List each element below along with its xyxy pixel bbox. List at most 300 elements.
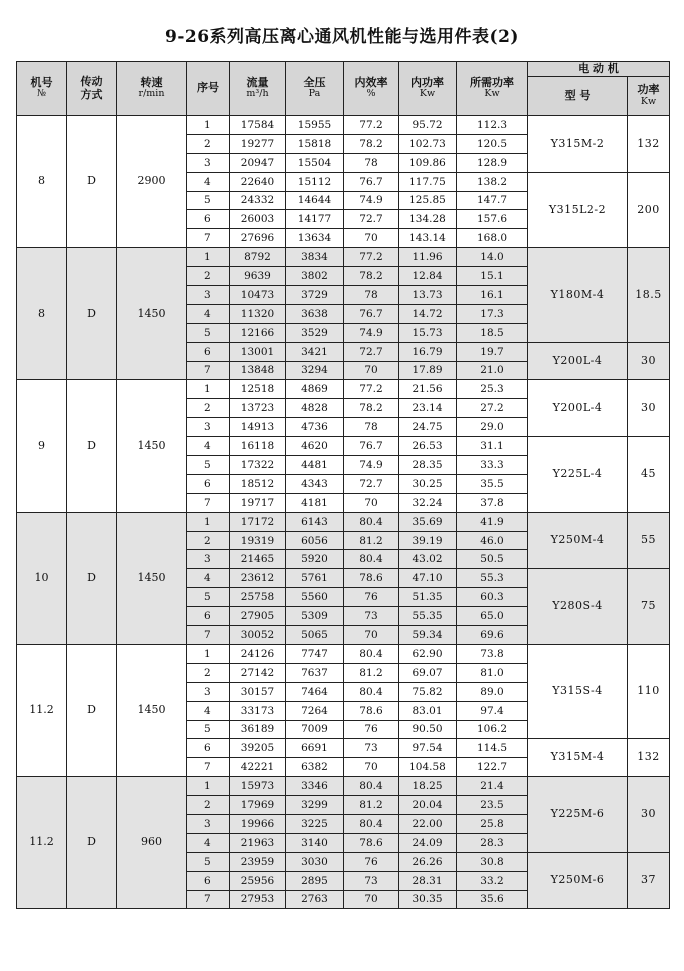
efficiency-cell: 80.4 [344,512,399,531]
pressure-cell: 3834 [286,248,344,267]
required-power-cell: 37.8 [457,493,528,512]
internal-power-cell: 22.00 [399,814,457,833]
flow-cell: 15973 [230,777,286,796]
efficiency-cell: 76.7 [344,304,399,323]
required-power-cell: 25.8 [457,814,528,833]
internal-power-cell: 28.35 [399,456,457,475]
required-power-cell: 27.2 [457,399,528,418]
pressure-cell: 2895 [286,871,344,890]
pressure-cell: 7747 [286,644,344,663]
required-power-cell: 33.3 [457,456,528,475]
pressure-cell: 4343 [286,474,344,493]
pressure-cell: 13634 [286,229,344,248]
flow-cell: 24332 [230,191,286,210]
seq-cell: 1 [187,380,230,399]
pressure-cell: 15818 [286,134,344,153]
required-power-cell: 69.6 [457,626,528,645]
seq-cell: 7 [187,493,230,512]
seq-cell: 4 [187,701,230,720]
pressure-cell: 6691 [286,739,344,758]
internal-power-cell: 14.72 [399,304,457,323]
pressure-cell: 3140 [286,833,344,852]
internal-power-cell: 102.73 [399,134,457,153]
flow-cell: 22640 [230,172,286,191]
efficiency-cell: 80.4 [344,777,399,796]
flow-cell: 12518 [230,380,286,399]
pressure-cell: 6382 [286,758,344,777]
flow-cell: 25758 [230,588,286,607]
flow-cell: 17172 [230,512,286,531]
seq-cell: 1 [187,777,230,796]
pressure-cell: 7264 [286,701,344,720]
header-model: 机号 № [17,62,67,116]
fan-group [17,777,670,909]
efficiency-cell: 77.2 [344,248,399,267]
header-efficiency: 内效率 % [344,62,399,116]
drive-cell: D [67,777,117,909]
pressure-cell: 3225 [286,814,344,833]
required-power-cell: 21.0 [457,361,528,380]
required-power-cell: 81.0 [457,663,528,682]
seq-cell: 7 [187,890,230,909]
seq-cell: 2 [187,796,230,815]
motor-type-cell: Y315M-2 [528,116,628,173]
required-power-cell: 15.1 [457,267,528,286]
required-power-cell: 35.5 [457,474,528,493]
pressure-cell: 4828 [286,399,344,418]
seq-cell: 7 [187,229,230,248]
required-power-cell: 65.0 [457,607,528,626]
flow-cell: 9639 [230,267,286,286]
efficiency-cell: 72.7 [344,210,399,229]
efficiency-cell: 78.2 [344,399,399,418]
motor-type-cell: Y315L2-2 [528,172,628,248]
efficiency-cell: 80.4 [344,644,399,663]
seq-cell: 5 [187,323,230,342]
motor-type-cell: Y315S-4 [528,644,628,738]
required-power-cell: 41.9 [457,512,528,531]
efficiency-cell: 70 [344,493,399,512]
motor-power-cell: 200 [628,172,670,248]
drive-cell: D [67,116,117,248]
efficiency-cell: 74.9 [344,191,399,210]
seq-cell: 6 [187,342,230,361]
internal-power-cell: 97.54 [399,739,457,758]
fan-performance-table [16,61,670,909]
efficiency-cell: 77.2 [344,116,399,135]
required-power-cell: 106.2 [457,720,528,739]
required-power-cell: 19.7 [457,342,528,361]
header-motor-group: 电 动 机 [528,62,670,77]
header-seq: 序号 [187,62,230,116]
required-power-cell: 112.3 [457,116,528,135]
internal-power-cell: 43.02 [399,550,457,569]
required-power-cell: 120.5 [457,134,528,153]
internal-power-cell: 26.26 [399,852,457,871]
table-row [17,248,670,267]
efficiency-cell: 76 [344,588,399,607]
flow-cell: 18512 [230,474,286,493]
flow-cell: 19717 [230,493,286,512]
pressure-cell: 4736 [286,418,344,437]
pressure-cell: 3802 [286,267,344,286]
internal-power-cell: 59.34 [399,626,457,645]
efficiency-cell: 76.7 [344,172,399,191]
required-power-cell: 60.3 [457,588,528,607]
table-row [17,512,670,531]
flow-cell: 12166 [230,323,286,342]
efficiency-cell: 70 [344,229,399,248]
motor-type-cell: Y250M-6 [528,852,628,909]
internal-power-cell: 104.58 [399,758,457,777]
pressure-cell: 5920 [286,550,344,569]
seq-cell: 3 [187,814,230,833]
speed-cell: 2900 [117,116,187,248]
efficiency-cell: 70 [344,890,399,909]
pressure-cell: 7637 [286,663,344,682]
required-power-cell: 46.0 [457,531,528,550]
drive-cell: D [67,512,117,644]
efficiency-cell: 72.7 [344,342,399,361]
speed-cell: 1450 [117,512,187,644]
required-power-cell: 114.5 [457,739,528,758]
efficiency-cell: 74.9 [344,456,399,475]
internal-power-cell: 69.07 [399,663,457,682]
flow-cell: 23612 [230,569,286,588]
document-title: 9-26系列高压离心通风机性能与选用件表(2) [165,27,519,47]
motor-type-cell: Y250M-4 [528,512,628,569]
model-cell: 11.2 [17,777,67,909]
seq-cell: 7 [187,626,230,645]
motor-power-cell: 45 [628,437,670,513]
motor-type-cell: Y200L-4 [528,380,628,437]
pressure-cell: 14644 [286,191,344,210]
seq-cell: 4 [187,437,230,456]
internal-power-cell: 24.09 [399,833,457,852]
efficiency-cell: 76 [344,720,399,739]
internal-power-cell: 62.90 [399,644,457,663]
efficiency-cell: 76.7 [344,437,399,456]
efficiency-cell: 72.7 [344,474,399,493]
required-power-cell: 97.4 [457,701,528,720]
efficiency-cell: 78 [344,286,399,305]
seq-cell: 3 [187,153,230,172]
flow-cell: 21963 [230,833,286,852]
header-flow: 流量 m³/h [230,62,286,116]
flow-cell: 24126 [230,644,286,663]
header-required-power: 所需功率 Kw [457,62,528,116]
internal-power-cell: 47.10 [399,569,457,588]
seq-cell: 6 [187,474,230,493]
motor-type-cell: Y180M-4 [528,248,628,342]
required-power-cell: 73.8 [457,644,528,663]
seq-cell: 5 [187,456,230,475]
seq-cell: 5 [187,588,230,607]
flow-cell: 19319 [230,531,286,550]
seq-cell: 3 [187,682,230,701]
required-power-cell: 168.0 [457,229,528,248]
internal-power-cell: 24.75 [399,418,457,437]
efficiency-cell: 80.4 [344,682,399,701]
pressure-cell: 3346 [286,777,344,796]
efficiency-cell: 73 [344,607,399,626]
required-power-cell: 138.2 [457,172,528,191]
flow-cell: 27696 [230,229,286,248]
pressure-cell: 5065 [286,626,344,645]
efficiency-cell: 78 [344,418,399,437]
seq-cell: 5 [187,720,230,739]
motor-power-cell: 18.5 [628,248,670,342]
internal-power-cell: 75.82 [399,682,457,701]
flow-cell: 10473 [230,286,286,305]
efficiency-cell: 78.6 [344,833,399,852]
seq-cell: 4 [187,304,230,323]
seq-cell: 1 [187,248,230,267]
flow-cell: 11320 [230,304,286,323]
flow-cell: 23959 [230,852,286,871]
flow-cell: 13723 [230,399,286,418]
motor-power-cell: 30 [628,342,670,380]
internal-power-cell: 18.25 [399,777,457,796]
required-power-cell: 50.5 [457,550,528,569]
internal-power-cell: 26.53 [399,437,457,456]
flow-cell: 19966 [230,814,286,833]
fan-group [17,512,670,644]
seq-cell: 4 [187,833,230,852]
motor-type-cell: Y200L-4 [528,342,628,380]
table-row [17,380,670,399]
motor-type-cell: Y280S-4 [528,569,628,645]
required-power-cell: 31.1 [457,437,528,456]
speed-cell: 1450 [117,248,187,380]
internal-power-cell: 21.56 [399,380,457,399]
flow-cell: 19277 [230,134,286,153]
internal-power-cell: 12.84 [399,267,457,286]
flow-cell: 13001 [230,342,286,361]
pressure-cell: 3030 [286,852,344,871]
seq-cell: 3 [187,286,230,305]
internal-power-cell: 17.89 [399,361,457,380]
motor-power-cell: 110 [628,644,670,738]
internal-power-cell: 11.96 [399,248,457,267]
flow-cell: 39205 [230,739,286,758]
flow-cell: 42221 [230,758,286,777]
flow-cell: 17969 [230,796,286,815]
efficiency-cell: 70 [344,361,399,380]
flow-cell: 17322 [230,456,286,475]
model-cell: 10 [17,512,67,644]
drive-cell: D [67,248,117,380]
internal-power-cell: 28.31 [399,871,457,890]
motor-type-cell: Y315M-4 [528,739,628,777]
pressure-cell: 5309 [286,607,344,626]
required-power-cell: 147.7 [457,191,528,210]
internal-power-cell: 55.35 [399,607,457,626]
fan-group [17,116,670,248]
pressure-cell: 3729 [286,286,344,305]
pressure-cell: 14177 [286,210,344,229]
flow-cell: 21465 [230,550,286,569]
seq-cell: 5 [187,852,230,871]
motor-power-cell: 132 [628,739,670,777]
flow-cell: 26003 [230,210,286,229]
table-header [17,62,670,116]
required-power-cell: 14.0 [457,248,528,267]
internal-power-cell: 90.50 [399,720,457,739]
required-power-cell: 35.6 [457,890,528,909]
motor-power-cell: 30 [628,380,670,437]
motor-power-cell: 132 [628,116,670,173]
header-motor-type: 型 号 [528,77,628,116]
flow-cell: 20947 [230,153,286,172]
internal-power-cell: 83.01 [399,701,457,720]
motor-power-cell: 37 [628,852,670,909]
seq-cell: 2 [187,531,230,550]
internal-power-cell: 32.24 [399,493,457,512]
model-cell: 11.2 [17,644,67,776]
required-power-cell: 30.8 [457,852,528,871]
pressure-cell: 2763 [286,890,344,909]
efficiency-cell: 70 [344,626,399,645]
internal-power-cell: 30.35 [399,890,457,909]
seq-cell: 2 [187,663,230,682]
pressure-cell: 15112 [286,172,344,191]
efficiency-cell: 80.4 [344,550,399,569]
seq-cell: 7 [187,361,230,380]
model-cell: 8 [17,116,67,248]
efficiency-cell: 76 [344,852,399,871]
pressure-cell: 4181 [286,493,344,512]
seq-cell: 4 [187,569,230,588]
seq-cell: 1 [187,644,230,663]
efficiency-cell: 81.2 [344,531,399,550]
seq-cell: 2 [187,399,230,418]
efficiency-cell: 74.9 [344,323,399,342]
pressure-cell: 5560 [286,588,344,607]
required-power-cell: 23.5 [457,796,528,815]
flow-cell: 27953 [230,890,286,909]
drive-cell: D [67,644,117,776]
flow-cell: 27142 [230,663,286,682]
efficiency-cell: 78.2 [344,267,399,286]
required-power-cell: 29.0 [457,418,528,437]
efficiency-cell: 70 [344,758,399,777]
seq-cell: 6 [187,871,230,890]
required-power-cell: 28.3 [457,833,528,852]
efficiency-cell: 73 [344,739,399,758]
model-cell: 9 [17,380,67,512]
seq-cell: 6 [187,210,230,229]
drive-cell: D [67,380,117,512]
header-pressure: 全压 Pa [286,62,344,116]
seq-cell: 1 [187,512,230,531]
flow-cell: 13848 [230,361,286,380]
flow-cell: 17584 [230,116,286,135]
internal-power-cell: 20.04 [399,796,457,815]
header-internal-power: 内功率 Kw [399,62,457,116]
efficiency-cell: 78.6 [344,701,399,720]
internal-power-cell: 13.73 [399,286,457,305]
internal-power-cell: 16.79 [399,342,457,361]
seq-cell: 4 [187,172,230,191]
table-row [17,777,670,796]
pressure-cell: 3294 [286,361,344,380]
model-cell: 8 [17,248,67,380]
required-power-cell: 128.9 [457,153,528,172]
internal-power-cell: 143.14 [399,229,457,248]
pressure-cell: 4620 [286,437,344,456]
speed-cell: 1450 [117,380,187,512]
required-power-cell: 17.3 [457,304,528,323]
table-row [17,116,670,135]
pressure-cell: 3638 [286,304,344,323]
header-speed: 转速 r/min [117,62,187,116]
pressure-cell: 4869 [286,380,344,399]
flow-cell: 8792 [230,248,286,267]
efficiency-cell: 80.4 [344,814,399,833]
pressure-cell: 6056 [286,531,344,550]
fan-group [17,380,670,512]
flow-cell: 36189 [230,720,286,739]
motor-power-cell: 75 [628,569,670,645]
seq-cell: 6 [187,739,230,758]
motor-type-cell: Y225M-6 [528,777,628,853]
pressure-cell: 7464 [286,682,344,701]
seq-cell: 3 [187,550,230,569]
required-power-cell: 25.3 [457,380,528,399]
seq-cell: 6 [187,607,230,626]
table-row [17,644,670,663]
internal-power-cell: 23.14 [399,399,457,418]
seq-cell: 1 [187,116,230,135]
efficiency-cell: 81.2 [344,663,399,682]
internal-power-cell: 117.75 [399,172,457,191]
pressure-cell: 5761 [286,569,344,588]
seq-cell: 2 [187,134,230,153]
required-power-cell: 33.2 [457,871,528,890]
efficiency-cell: 78.6 [344,569,399,588]
internal-power-cell: 30.25 [399,474,457,493]
efficiency-cell: 81.2 [344,796,399,815]
required-power-cell: 16.1 [457,286,528,305]
internal-power-cell: 15.73 [399,323,457,342]
internal-power-cell: 39.19 [399,531,457,550]
efficiency-cell: 73 [344,871,399,890]
required-power-cell: 89.0 [457,682,528,701]
required-power-cell: 157.6 [457,210,528,229]
required-power-cell: 18.5 [457,323,528,342]
flow-cell: 16118 [230,437,286,456]
fan-group [17,248,670,380]
efficiency-cell: 78.2 [344,134,399,153]
flow-cell: 30052 [230,626,286,645]
required-power-cell: 55.3 [457,569,528,588]
required-power-cell: 122.7 [457,758,528,777]
header-drive: 传动 方式 [67,62,117,116]
pressure-cell: 7009 [286,720,344,739]
efficiency-cell: 78 [344,153,399,172]
internal-power-cell: 109.86 [399,153,457,172]
internal-power-cell: 35.69 [399,512,457,531]
pressure-cell: 15504 [286,153,344,172]
internal-power-cell: 95.72 [399,116,457,135]
pressure-cell: 3421 [286,342,344,361]
seq-cell: 2 [187,267,230,286]
internal-power-cell: 125.85 [399,191,457,210]
internal-power-cell: 134.28 [399,210,457,229]
flow-cell: 27905 [230,607,286,626]
efficiency-cell: 77.2 [344,380,399,399]
